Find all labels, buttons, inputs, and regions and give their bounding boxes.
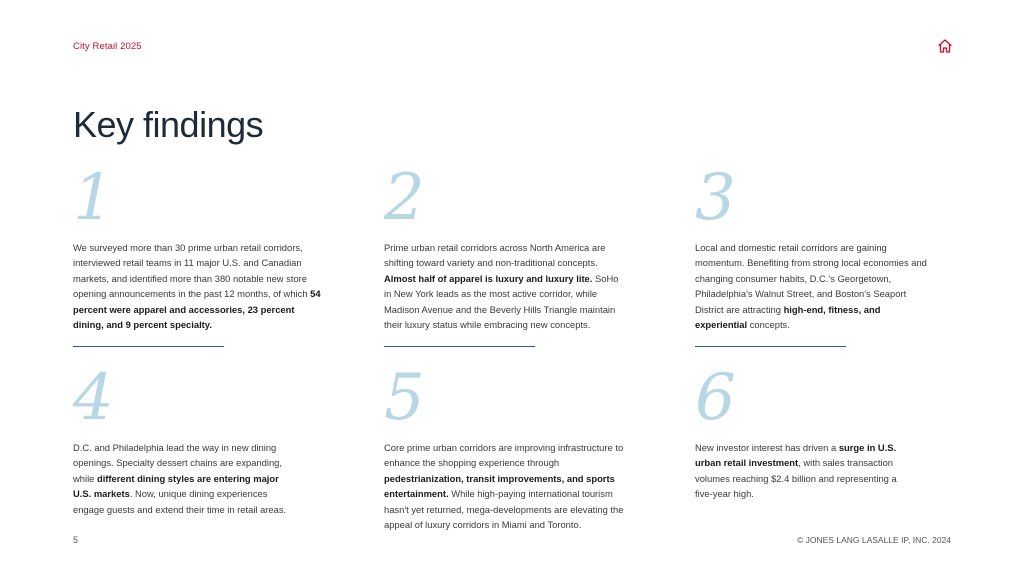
finding-text: Prime urban retail corridors across North America are shifting toward variety and non-traditional concepts. Almost half of apparel is luxury and luxury lite. SoHo in New York leads as the most active corridor, while Madison Avenue and the Beverly Hills Triangle maintain their luxury status while embracing new concepts. bbox=[384, 242, 619, 331]
finding-number: 3 bbox=[695, 161, 736, 235]
finding-text: New investor interest has driven a surge in U.S. urban retail investment, with sales transaction volumes reaching $2.4 billion and representing a five-year high. bbox=[695, 442, 897, 500]
divider bbox=[695, 346, 846, 347]
finding-number: 6 bbox=[695, 361, 736, 435]
finding-1 bbox=[73, 161, 323, 332]
divider bbox=[384, 346, 535, 347]
finding-5 bbox=[384, 361, 632, 532]
finding-number: 2 bbox=[384, 161, 425, 235]
finding-text: D.C. and Philadelphia lead the way in new dining openings. Specialty dessert chains are expanding, while different dining styles are entering major U.S. markets. Now, unique dining experiences engage guests and extend their time in retail areas. bbox=[73, 442, 287, 515]
finding-text: Local and domestic retail corridors are gaining momentum. Benefiting from strong local economies and changing consumer habits, D.C.'s Georgetown, Philadelphia's Walnut Street, and Boston's Seaport District are attracting high-end, fitness, and experiential concepts. bbox=[695, 242, 927, 331]
home-icon[interactable] bbox=[937, 38, 953, 54]
page-number: 5 bbox=[73, 535, 79, 545]
finding-text: Core prime urban corridors are improving infrastructure to enhance the shopping experience through pedestrianization, transit improvements, and sports entertainment. While high-paying international tourism hasn't yet returned, mega-developments are elevating the appeal of luxury corridors in Miami and Toronto. bbox=[384, 442, 624, 531]
copyright-notice: © JONES LANG LASALLE IP, INC. 2024 bbox=[797, 535, 951, 545]
finding-number: 5 bbox=[384, 361, 425, 435]
page-title: Key findings bbox=[73, 104, 264, 145]
finding-4 bbox=[73, 361, 298, 517]
divider bbox=[73, 346, 224, 347]
finding-text: We surveyed more than 30 prime urban retail corridors, interviewed retail teams in 11 major U.S. and Canadian markets, and identified more than 380 notable new store opening announcements in the past 12 months, of which 54 percent were apparel and accessories, 23 percent dining, and 9 percent specialty. bbox=[73, 242, 321, 331]
finding-number: 1 bbox=[73, 161, 114, 235]
finding-6 bbox=[695, 361, 910, 502]
finding-2 bbox=[384, 161, 619, 332]
finding-number: 4 bbox=[73, 361, 114, 435]
report-label: City Retail 2025 bbox=[73, 41, 142, 52]
finding-3 bbox=[695, 161, 927, 332]
